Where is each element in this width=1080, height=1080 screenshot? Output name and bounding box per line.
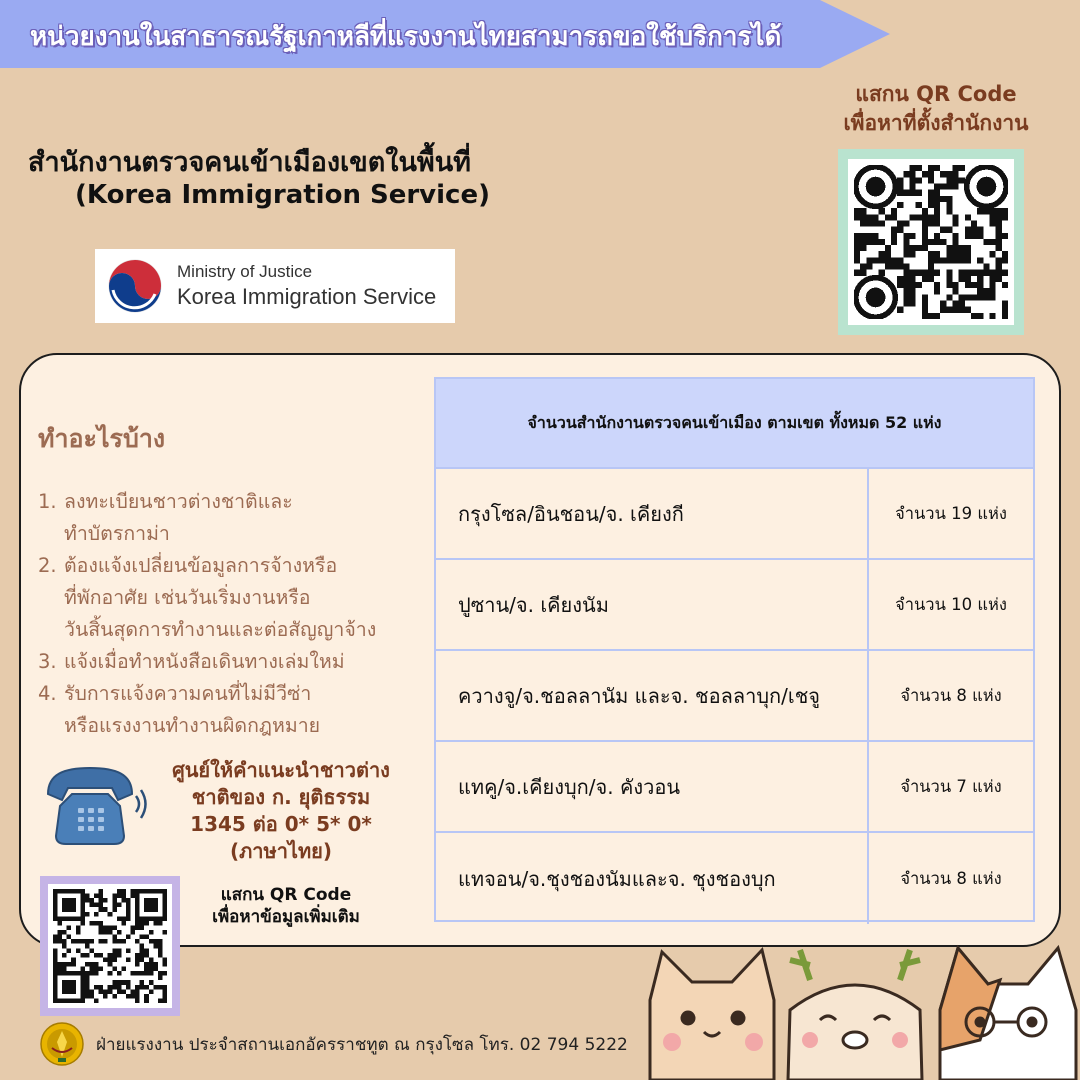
footer-contact: ฝ่ายแรงงาน ประจำสถานเอกอัครราชทูต ณ กรุงโซล โทร. 02 794 5222 [96,1034,628,1055]
telephone-icon [38,760,150,848]
table-row [436,742,1033,833]
deer-mascot [788,950,922,1080]
table-row [436,651,1033,742]
list-item [38,486,438,518]
list-number: 1. [38,490,57,513]
cat-mascot-right [940,948,1076,1080]
qr-code-icon [854,165,1008,319]
office-location-qr-code[interactable] [838,149,1024,335]
office-heading: สำนักงานตรวจคนเข้าเมืองเขตในพื้นที่ [28,147,471,178]
more-info-qr-code[interactable] [40,876,180,1016]
hotline-line1: ศูนย์ให้คำแนะนำชาวต่าง [172,758,390,782]
table-row [436,560,1033,651]
logo-ministry-text: Ministry of Justice [177,262,313,281]
list-item [38,646,438,678]
qr-code-icon [53,889,167,1003]
office-heading-english: (Korea Immigration Service) [75,180,490,210]
table-cell-region: แทคู/จ.เคียงบุก/จ. คังวอน [436,742,869,831]
footer [40,1022,628,1066]
table-cell-region: กรุงโซล/อินชอน/จ. เคียงกี [436,469,869,558]
list-number: 2. [38,554,57,577]
list-number: 3. [38,650,57,673]
table-cell-region: ควางจู/จ.ชอลลานัม และจ. ชอลลาบุก/เชจู [436,651,869,740]
services-title: ทำอะไรบ้าง [38,424,166,453]
table-cell-count: จำนวน 8 แห่ง [900,685,1002,705]
list-text: วันสิ้นสุดการทำงานและต่อสัญญาจ้าง [64,618,377,641]
list-text: รับการแจ้งความคนที่ไม่มีวีซ่า [64,682,312,705]
table-cell-count: จำนวน 10 แห่ง [895,594,1007,614]
table-cell-count: จำนวน 7 แห่ง [900,776,1002,796]
list-text: ต้องแจ้งเปลี่ยนข้อมูลการจ้างหรือ [64,554,338,577]
table-cell-region: ปูซาน/จ. เคียงนัม [436,560,869,649]
qr-bottom-label-line2: เพื่อหาข้อมูลเพิ่มเติม [212,907,360,927]
table-row [436,833,1033,924]
cat-mascot-left [650,950,774,1080]
hotline-number: 1345 ต่อ 0* 5* 0* [190,812,372,836]
qr-top-label-line2: เพื่อหาที่ตั้งสำนักงาน [843,111,1029,135]
services-list [38,486,438,742]
kis-logo [95,249,455,323]
qr-top-label-line1: แสกน QR Code [855,82,1017,106]
list-text: ลงทะเบียนชาวต่างชาติและ [64,490,293,513]
qr-top-label [806,80,1066,138]
embassy-emblem-icon [40,1022,84,1066]
list-item [38,550,438,582]
hotline-info [150,757,412,865]
qr-bottom-label-line1: แสกน QR Code [220,885,352,905]
qr-bottom-label [188,884,384,928]
list-text: หรือแรงงานทำงานผิดกฎหมาย [64,714,321,737]
table-cell-region: แทจอน/จ.ชุงชองนัมและจ. ชุงชองบุก [436,833,869,924]
banner-title: หน่วยงานในสาธารณรัฐเกาหลีที่แรงงานไทยสามารถขอใช้บริการได้ [30,22,782,52]
list-number: 4. [38,682,57,705]
table-cell-count: จำนวน 8 แห่ง [900,868,1002,888]
table-cell-count: จำนวน 19 แห่ง [895,503,1007,523]
table-row [436,469,1033,560]
logo-service-text: Korea Immigration Service [177,284,437,309]
table-header: จำนวนสำนักงานตรวจคนเข้าเมือง ตามเขต ทั้งหมด 52 แห่ง [436,379,1033,469]
list-item [38,678,438,710]
mascot-illustration [640,940,1080,1080]
hotline-line2: ชาติของ ก. ยุติธรรม [191,785,371,809]
office-count-table [434,377,1035,922]
taegeuk-logo-icon [105,256,165,316]
list-text: ทำบัตรกาม่า [64,522,170,545]
list-text: แจ้งเมื่อทำหนังสือเดินทางเล่มใหม่ [64,650,345,673]
hotline-language: (ภาษาไทย) [229,839,333,863]
list-text: ที่พักอาศัย เช่นวันเริ่มงานหรือ [64,586,311,609]
